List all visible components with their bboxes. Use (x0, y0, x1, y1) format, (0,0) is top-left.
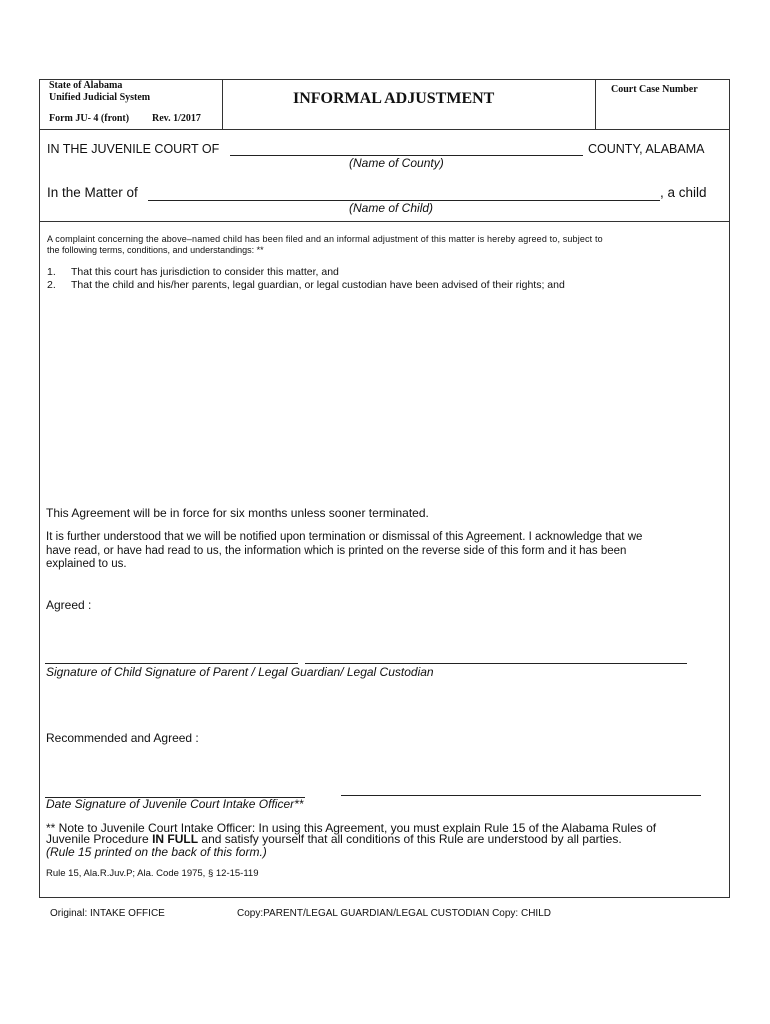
intake-caption: Date Signature of Juvenile Court Intake Officer** (46, 797, 304, 811)
note-line-3: (Rule 15 printed on the back of this form.) (46, 845, 267, 859)
header-divider-left (222, 79, 223, 129)
parent-signature-field[interactable] (305, 663, 687, 664)
county-caption: (Name of County) (349, 156, 444, 170)
understood-line-1: It is further understood that we will be notified upon termination or dismissal of this Agreement. I acknowledge that we (46, 531, 643, 543)
matter-suffix: , a child (660, 185, 707, 200)
force-statement: This Agreement will be in force for six months unless sooner terminated. (46, 506, 429, 520)
note-line-2-start: Juvenile Procedure (46, 832, 149, 846)
header-bottom-rule (39, 129, 730, 130)
rule-citation: Rule 15, Ala.R.Juv.P; Ala. Code 1975, § 12-15-119 (46, 868, 259, 879)
court-prefix: IN THE JUVENILE COURT OF (47, 142, 220, 156)
matter-prefix: In the Matter of (47, 185, 138, 200)
intro-line-2: the following terms, conditions, and understandings: ** (47, 245, 264, 255)
item-1-text: That this court has jurisdiction to consider this matter, and (71, 266, 339, 278)
child-caption: (Name of Child) (349, 201, 434, 215)
item-2-text: That the child and his/her parents, legal guardian, or legal custodian have been advised of their rights; and (71, 279, 565, 291)
note-line-2 (46, 832, 622, 846)
form-revision: Rev. 1/2017 (152, 113, 201, 124)
note-line-1: ** Note to Juvenile Court Intake Officer: In using this Agreement, you must explain Rule 15 of the Alabama Rules of (46, 821, 657, 835)
note-in-full: IN FULL (152, 832, 199, 846)
note-line-2-end: and satisfy yourself that all conditions of this Rule are understood by all parties. (201, 832, 622, 846)
court-suffix: COUNTY, ALABAMA (588, 142, 705, 156)
system-label: Unified Judicial System (49, 92, 151, 103)
case-number-label: Court Case Number (611, 84, 698, 95)
footer-original: Original: INTAKE OFFICE (50, 908, 165, 919)
signature-caption: Signature of Child Signature of Parent / Legal Guardian/ Legal Custodian (46, 665, 434, 679)
understood-line-2: have read, or have had read to us, the information which is printed on the reverse side of this form and it has been (46, 545, 627, 557)
child-signature-field[interactable] (45, 663, 298, 664)
intro-line-1: A complaint concerning the above–named child has been filed and an informal adjustment of this matter is hereby agreed to, subject to (47, 234, 603, 244)
footer-copies: Copy:PARENT/LEGAL GUARDIAN/LEGAL CUSTODIAN Copy: CHILD (237, 908, 551, 919)
item-1-number: 1. (47, 266, 56, 278)
form-title: INFORMAL ADJUSTMENT (293, 90, 495, 107)
recommended-label: Recommended and Agreed : (46, 731, 199, 745)
intake-officer-signature-field[interactable] (341, 795, 701, 796)
case-number-field[interactable] (598, 98, 726, 126)
agreed-label: Agreed : (46, 598, 92, 612)
form-id: Form JU- 4 (front) (49, 113, 130, 124)
caption-bottom-rule (39, 221, 730, 222)
item-2-number: 2. (47, 279, 56, 291)
understood-line-3: explained to us. (46, 558, 127, 570)
terms-entry-area[interactable] (45, 296, 725, 496)
state-label: State of Alabama (49, 80, 123, 91)
header-divider-right (595, 79, 596, 129)
